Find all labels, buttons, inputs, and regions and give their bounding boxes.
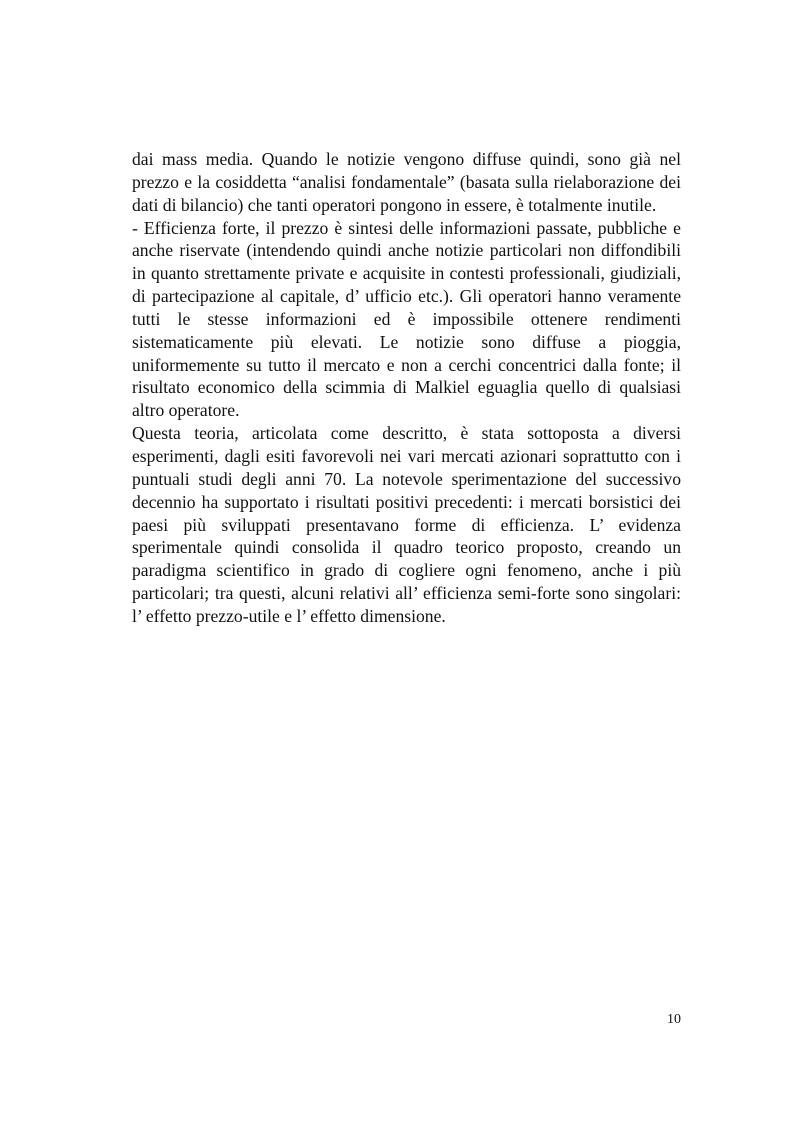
paragraph-empirical-evidence: Questa teoria, articolata come descritto, è stata sottoposta a diversi esperimenti, dagli esiti favorevoli nei vari mercati azionari soprattutto con i puntuali studi degli anni 70. La notevole sperimentazione del successivo decennio ha supportato i risultati positivi precedenti: i mercati borsistici dei paesi più sviluppati presentavano forme di efficienza. L’ evidenza sperimentale quindi consolida il quadro teorico proposto, creando un paradigma scientifico in grado di cogliere ogni fenomeno, anche i più particolari; tra questi, alcuni relativi all’ efficienza semi-forte sono singolari: l’ effetto prezzo-utile e l’ effetto dimensione.: [132, 423, 681, 626]
body-text: [132, 148, 681, 628]
paragraph-semi-strong-conclusion: dai mass media. Quando le notizie vengono diffuse quindi, sono già nel prezzo e la cosiddetta “analisi fondamentale” (basata sulla rielaborazione dei dati di bilancio) che tanti operatori pongono in essere, è totalmente inutile.: [132, 149, 681, 215]
page-number: 10: [667, 1012, 681, 1027]
paragraph-strong-efficiency: - Efficienza forte, il prezzo è sintesi delle informazioni passate, pubbliche e anche riservate (intendendo quindi anche notizie particolari non diffondibili in quanto strettamente private e acquisite in contesti professionali, giudiziali, di partecipazione al capitale, d’ ufficio etc.). Gli operatori hanno veramente tutti le stesse informazioni ed è impossibile ottenere rendimenti sistematicamente più elevati. Le notizie sono diffuse a pioggia, uniformemente su tutto il mercato e non a cerchi concentrici dalla fonte; il risultato economico della scimmia di Malkiel eguaglia quello di qualsiasi altro operatore.: [132, 217, 681, 421]
